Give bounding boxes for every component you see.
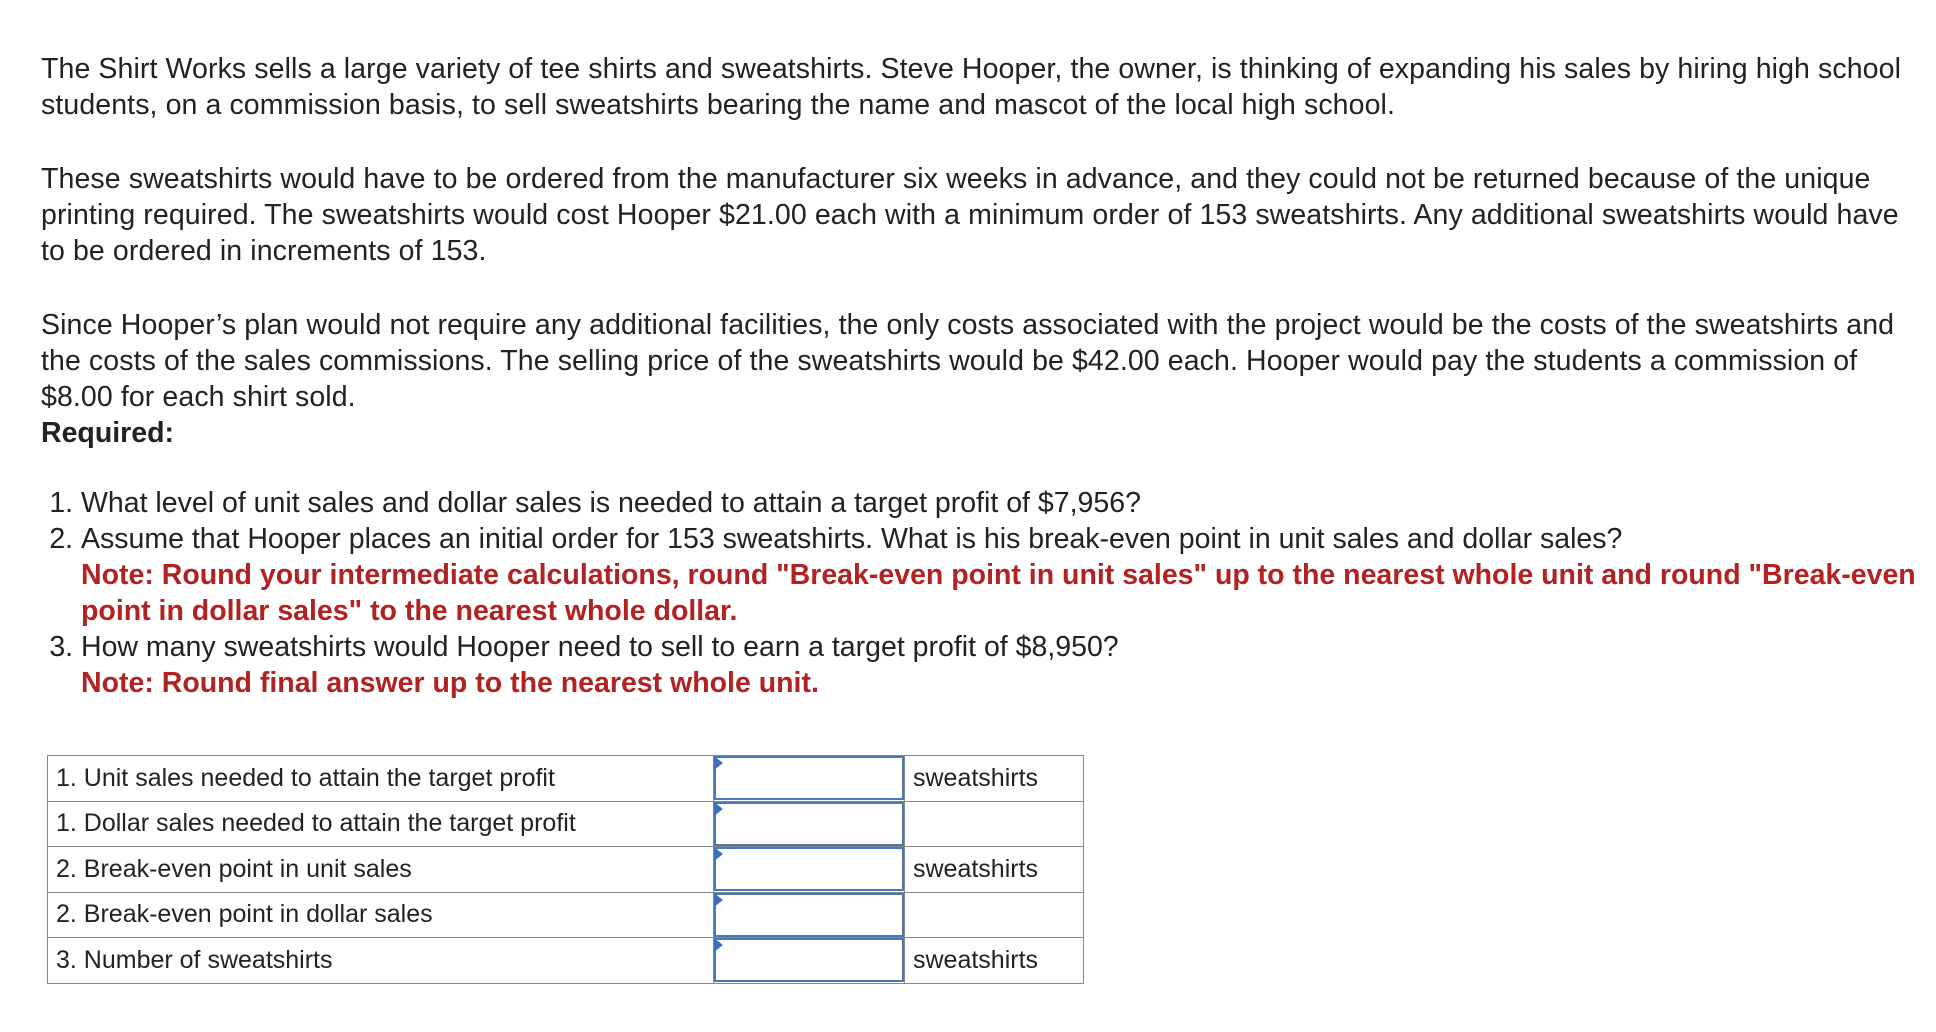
required-heading: Required:: [41, 417, 175, 449]
question-3: [81, 629, 1921, 701]
intro-paragraph-1: The Shirt Works sells a large variety of tee shirts and sweatshirts. Steve Hooper, the owner, is thinking of expanding his sales by hiring high school students, on a commission basis, to sell sweatshirts bearing the name and mascot of the local high school.: [41, 53, 1901, 121]
table-row: [48, 892, 1084, 938]
row-label: 2. Break-even point in unit sales: [48, 847, 714, 893]
table-row: [48, 938, 1084, 984]
table-row: [48, 847, 1084, 893]
answer-cell: [714, 801, 905, 847]
question-2-note: Note: Round your intermediate calculations, round "Break-even point in unit sales" up to the nearest whole unit and round "Break-even point in dollar sales" to the nearest whole dollar.: [81, 559, 1916, 627]
row-unit: [905, 892, 1084, 938]
problem-content: [41, 51, 1921, 701]
dollar-sales-target-input[interactable]: [714, 802, 904, 846]
intro-paragraph-2: These sweatshirts would have to be ordered from the manufacturer six weeks in advance, and they could not be returned because of the unique printing required. The sweatshirts would cost Hooper $21.00 each with a minimum order of 153 sweatshirts. Any additional sweatshirts would have to be ordered in increments of 153.: [41, 163, 1899, 267]
break-even-dollars-input[interactable]: [714, 893, 904, 937]
answer-cell: [714, 756, 905, 802]
row-label: 2. Break-even point in dollar sales: [48, 892, 714, 938]
intro-paragraph-3: Since Hooper’s plan would not require any additional facilities, the only costs associated with the project would be the costs of the sweatshirts and the costs of the sales commissions. The selling price of the sweatshirts would be $42.00 each. Hooper would pay the students a commission of $8.00 for each shirt sold.: [41, 309, 1895, 413]
unit-sales-target-input[interactable]: [714, 756, 904, 800]
question-1-text: What level of unit sales and dollar sales is needed to attain a target profit of $7,956?: [81, 487, 1141, 519]
sweatshirts-count-input[interactable]: [714, 938, 904, 982]
row-label: 1. Unit sales needed to attain the target profit: [48, 756, 714, 802]
questions-list: [41, 485, 1921, 701]
question-2: [81, 521, 1921, 629]
row-label: 3. Number of sweatshirts: [48, 938, 714, 984]
table-row: [48, 801, 1084, 847]
row-unit: sweatshirts: [905, 847, 1084, 893]
row-label: 1. Dollar sales needed to attain the target profit: [48, 801, 714, 847]
table-row: [48, 756, 1084, 802]
row-unit: sweatshirts: [905, 938, 1084, 984]
answer-cell: [714, 847, 905, 893]
row-unit: sweatshirts: [905, 756, 1084, 802]
question-3-text: How many sweatshirts would Hooper need to sell to earn a target profit of $8,950?: [81, 631, 1119, 663]
question-1: [81, 485, 1921, 521]
row-unit: [905, 801, 1084, 847]
break-even-units-input[interactable]: [714, 847, 904, 891]
answer-cell: [714, 892, 905, 938]
answer-table: [47, 755, 1084, 984]
question-2-text: Assume that Hooper places an initial order for 153 sweatshirts. What is his break-even point in unit sales and dollar sales?: [81, 523, 1623, 555]
answer-cell: [714, 938, 905, 984]
question-3-note: Note: Round final answer up to the nearest whole unit.: [81, 667, 819, 699]
